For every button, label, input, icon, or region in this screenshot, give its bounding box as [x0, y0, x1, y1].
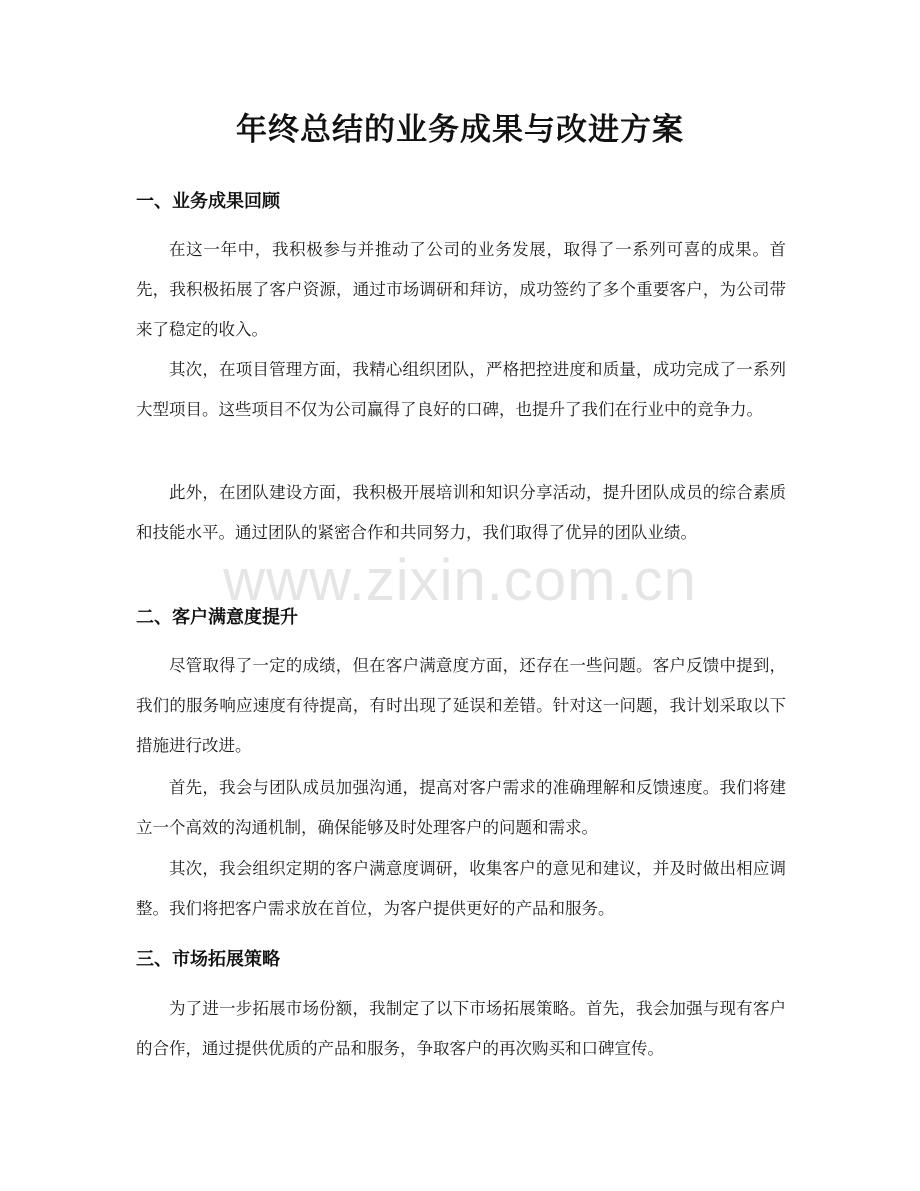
paragraph: 其次，在项目管理方面，我精心组织团队，严格把控进度和质量，成功完成了一系列大型项目。这些项目不仅为公司赢得了良好的口碑，也提升了我们在行业中的竞争力。	[136, 360, 786, 419]
watermark: www.zixin.com.cn	[223, 548, 697, 613]
paragraph: 此外，在团队建设方面，我积极开展培训和知识分享活动，提升团队成员的综合素质和技能水平。通过团队的紧密合作和共同努力，我们取得了优异的团队业绩。	[136, 483, 786, 542]
section-heading-customer-satisfaction: 二、客户满意度提升	[136, 607, 298, 628]
paragraph: 为了进一步拓展市场份额，我制定了以下市场拓展策略。首先，我会加强与现有客户的合作，通过提供优质的产品和服务，争取客户的再次购买和口碑宣传。	[136, 999, 786, 1058]
paragraph: 尽管取得了一定的成绩，但在客户满意度方面，还存在一些问题。客户反馈中提到，我们的服务响应速度有待提高，有时出现了延误和差错。针对这一问题，我计划采取以下措施进行改进。	[136, 656, 786, 755]
section-heading-market-expansion: 三、市场拓展策略	[136, 949, 280, 970]
paragraph: 在这一年中，我积极参与并推动了公司的业务发展，取得了一系列可喜的成果。首先，我积极拓展了客户资源，通过市场调研和拜访，成功签约了多个重要客户，为公司带来了稳定的收入。	[136, 240, 786, 339]
document-title: 年终总结的业务成果与改进方案	[236, 112, 684, 148]
paragraph: 其次，我会组织定期的客户满意度调研，收集客户的意见和建议，并及时做出相应调整。我们将把客户需求放在首位，为客户提供更好的产品和服务。	[136, 859, 786, 918]
section-heading-business-results: 一、业务成果回顾	[136, 191, 280, 212]
paragraph: 首先，我会与团队成员加强沟通，提高对客户需求的准确理解和反馈速度。我们将建立一个高效的沟通机制，确保能够及时处理客户的问题和需求。	[136, 778, 786, 837]
